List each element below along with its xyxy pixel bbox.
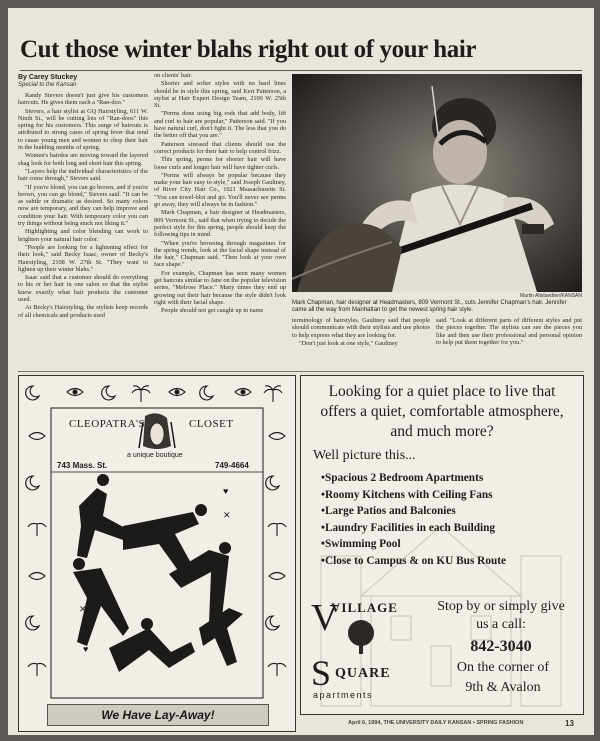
paragraph: "Don't just look at one style," Gaultney: [299, 339, 398, 347]
layaway-banner-text: We Have Lay-Away!: [101, 708, 215, 722]
paragraph: Isaac said that a customer should do everything to his or her hair in one salon so that the stylist knew exactly what hair products the customer used.: [18, 274, 148, 304]
paragraph: At Becky's Hairstyling, the stylists keep records of all chemicals and products used: [18, 304, 148, 319]
article-column-3: [292, 317, 430, 369]
svg-text:✕: ✕: [223, 510, 231, 520]
paragraph: on clients' hair.: [154, 72, 193, 79]
feature-item: •Close to Campus & on KU Bus Route: [321, 554, 507, 567]
feature-item: •Spacious 2 Bedroom Apartments: [321, 472, 484, 484]
paragraph: Highlighting and color blending can work to brighten your natural hair color.: [18, 228, 148, 243]
paragraph: Mark Chapman, a hair designer at Headmasters, 809 Vermont St., said that when trying to decide the perfect style for this spring, people should keep the following tips in mind.: [154, 209, 286, 239]
photo-credit: Martin Altstaedten/KANSAN: [520, 293, 582, 299]
section-divider: [18, 371, 584, 372]
photo-illustration: [292, 74, 582, 292]
newspaper-page: [8, 8, 594, 735]
paragraph: Patterson stressed that clients should use the correct products for their hair to help control frizz.: [154, 140, 286, 155]
paragraph: Randy Sievers doesn't just give his customers haircuts. He gives them each a "Ran-doo.": [18, 92, 148, 107]
logo-s-letter: S: [311, 653, 332, 693]
village-square-ad: [300, 375, 584, 715]
village-intro: Well picture this...: [313, 448, 416, 463]
paragraph: terminology of hairstyles. Gaultney said that people should communicate with their stylists and use photos to help express what they are looking for.: [292, 317, 430, 339]
article-headline: Cut those winter blahs right out of your hair: [20, 36, 477, 63]
paragraph: "Perms done using big rods that add body, lift and curl to hair are popular," Patterson said. "If you have natural curl, don't fight it. The less that you do the better off that you are.": [154, 110, 286, 140]
article-column-2: [154, 72, 286, 368]
photo-caption: Mark Chapman, hair designer at Headmasters, 809 Vermont St., cuts Jennifer Chapman's hair. Jennifer came all the way from Manhattan to get the newest spring hair style.: [292, 300, 567, 313]
paragraph: "When you're browsing through magazines for the spring trends, look at the facial shape instead of the hair," Chapman said. "Then look at your own face shape.": [154, 239, 286, 269]
article-column-4: [436, 317, 582, 369]
village-square-logo: [311, 596, 401, 706]
paragraph: Sievers, a hair stylist at GQ Hairstyling, 611 W. Ninth St., will be cutting lots of "Ran-doos" this spring for his customers. This surge of haircuts is attributed to strong cases of spring fever that tend to cause young men and women to chop their hair in the budding months of spring.: [18, 107, 148, 152]
paragraph: "If you're blond, you can go brown, and if you're brown, you can go blond," Sievers said. "It can be as subtle or dramatic as desired. So many colors now are temporary, and they can help improve and condition your hair. With temporary color you can try things without being stuck not liking it.": [18, 183, 148, 228]
cleopatra-tagline: a unique boutique: [127, 452, 183, 459]
village-headline: Looking for a quiet place to live that offers a quiet, comfortable atmosphere, and much more?: [320, 383, 564, 440]
logo-v-letter: V: [311, 597, 339, 639]
article-column-1: [18, 92, 148, 368]
svg-text:✕: ✕: [79, 604, 87, 614]
paragraph: "Perms will always be popular because they make your hair easy to style," said Joseph Gaultney, of River City Hair Co., 1021 Massachusetts St. "You can towel-blot and go. You'll never see perms go away, they will always be in fashion.": [154, 171, 286, 209]
paragraph: Women's hairdos are moving toward the layered shag look for both long and short hair this spring.: [18, 152, 148, 167]
feature-item: •Roomy Kitchens with Ceiling Fans: [321, 488, 493, 501]
feature-item: •Swimming Pool: [321, 538, 401, 550]
logo-subtitle: apartments: [313, 690, 374, 700]
paragraph: People should not get caught up in name: [161, 307, 264, 315]
paragraph: This spring, perms for shorter hair will have loose curls and longer hair will have tighter curls.: [154, 156, 286, 171]
cleopatra-phone: 749-4664: [215, 461, 249, 470]
village-cta: Stop by or simply give us a call:: [437, 599, 565, 632]
cleopatras-closet-ad: [18, 375, 296, 732]
article-byline-affiliation: Special to the Kansan: [18, 82, 77, 88]
page-footer: April 6, 1994, THE UNIVERSITY DAILY KANSAN • SPRING FASHION: [348, 720, 524, 726]
article-byline: By Carey Stuckey: [18, 74, 78, 81]
logo-bottom-text: QUARE: [335, 666, 391, 681]
village-location-2: 9th & Avalon: [465, 680, 541, 695]
article-photo: [292, 74, 582, 292]
cleopatra-name-right: CLOSET: [189, 418, 234, 430]
village-phone: 842-3040: [470, 638, 532, 655]
ad-border-ornaments: [19, 376, 295, 731]
cleopatra-name-left: CLEOPATRA'S: [69, 418, 146, 430]
tree-icon: [343, 618, 379, 656]
cleopatra-address: 743 Mass. St.: [57, 461, 108, 470]
layaway-banner: [47, 704, 269, 726]
feature-item: •Large Patios and Balconies: [321, 505, 456, 517]
village-location-1: On the corner of: [456, 660, 550, 675]
logo-top-text: VILLAGE: [331, 600, 398, 615]
paragraph: "Layers help the individual characteristics of the hair come through," Sievers said.: [18, 167, 148, 183]
svg-text:♥: ♥: [223, 486, 229, 496]
paragraph: Shorter and softer styles with no hard lines should be in style this spring, said Keri Patterson, a stylist at Hair Expert Design Team, 2100 W. 25th St.: [154, 80, 286, 110]
paragraph: For example, Chapman has seen many women get haircuts similar to Jane on the popular television series, "Melrose Place." Many times they end up growing out their hair because the style didn't look right with their facial shape.: [154, 269, 286, 306]
paragraph: "People are looking for a lightening effect for their look," said Becky Isaac, owner of Becky's Hairstyling, 2108 W. 27th St. "They want to lighten up their winter blahs.": [18, 243, 148, 273]
page-number: 13: [565, 719, 574, 728]
feature-list: [321, 470, 577, 569]
headline-rule: [20, 70, 582, 71]
paragraph: said. "Look at different parts of different styles and put the pieces together. The stylists can see the pieces you like and then use their professional and personal opinion to help put them together for you.": [436, 317, 582, 346]
feature-item: •Laundry Facilities in each Building: [321, 521, 496, 534]
svg-text:♥: ♥: [83, 644, 89, 654]
